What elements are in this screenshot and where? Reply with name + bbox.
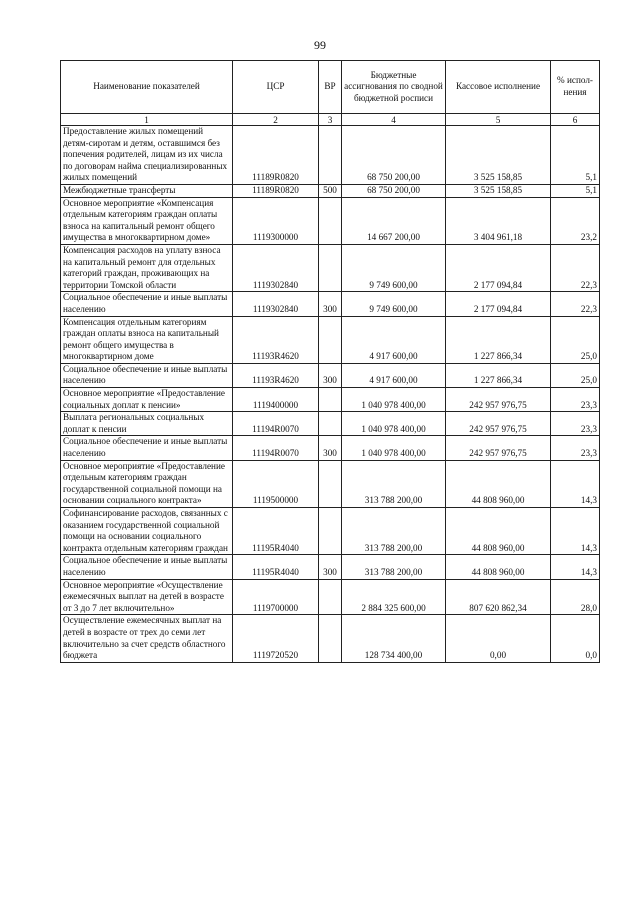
header-cash: Кассовое исполнение <box>446 61 551 114</box>
cell-pct: 5,1 <box>551 184 600 197</box>
cell-cash: 242 957 976,75 <box>446 412 551 436</box>
column-number: 3 <box>319 114 342 126</box>
header-vr: ВР <box>319 61 342 114</box>
table-row <box>61 388 600 412</box>
cell-cash: 2 177 094,84 <box>446 292 551 316</box>
table-row <box>61 197 600 244</box>
cell-pct: 14,3 <box>551 555 600 579</box>
table-row <box>61 184 600 197</box>
cell-cash: 3 525 158,85 <box>446 126 551 185</box>
cell-cash: 807 620 862,34 <box>446 579 551 615</box>
cell-cash: 242 957 976,75 <box>446 388 551 412</box>
cell-csr: 11189R0820 <box>233 184 319 197</box>
table-row <box>61 508 600 555</box>
cell-budget: 313 788 200,00 <box>342 508 446 555</box>
cell-budget: 9 749 600,00 <box>342 244 446 291</box>
cell-pct: 23,2 <box>551 197 600 244</box>
cell-csr: 11193R4620 <box>233 363 319 387</box>
cell-cash: 1 227 866,34 <box>446 316 551 363</box>
cell-budget: 14 667 200,00 <box>342 197 446 244</box>
cell-budget: 68 750 200,00 <box>342 126 446 185</box>
cell-name: Основное мероприятие «Предоставление социальных доплат к пенсии» <box>61 388 233 412</box>
column-number-row <box>61 114 600 126</box>
cell-csr: 1119700000 <box>233 579 319 615</box>
cell-name: Компенсация расходов на уплату взноса на капитальный ремонт для отдельных категорий граждан, проживающих на территории Томской области <box>61 244 233 291</box>
cell-cash: 44 808 960,00 <box>446 460 551 507</box>
cell-name: Основное мероприятие «Осуществление ежемесячных выплат на детей в возрасте от 3 до 7 лет включительно» <box>61 579 233 615</box>
cell-cash: 1 227 866,34 <box>446 363 551 387</box>
cell-csr: 11193R4620 <box>233 316 319 363</box>
budget-execution-table <box>60 60 600 663</box>
cell-budget: 313 788 200,00 <box>342 460 446 507</box>
cell-csr: 11194R0070 <box>233 436 319 460</box>
cell-name: Софинансирование расходов, связанных с оказанием государственной социальной помощи на основании социального контракта отдельным категориям граждан <box>61 508 233 555</box>
cell-csr: 1119720520 <box>233 615 319 662</box>
cell-pct: 5,1 <box>551 126 600 185</box>
cell-pct: 25,0 <box>551 363 600 387</box>
header-budget: Бюджетные ассигнования по сводной бюджетной росписи <box>342 61 446 114</box>
cell-budget: 128 734 400,00 <box>342 615 446 662</box>
table-row <box>61 436 600 460</box>
table-row <box>61 292 600 316</box>
column-number: 5 <box>446 114 551 126</box>
cell-csr: 1119500000 <box>233 460 319 507</box>
cell-csr: 1119400000 <box>233 388 319 412</box>
page-number: 99 <box>314 38 326 52</box>
cell-budget: 4 917 600,00 <box>342 363 446 387</box>
cell-name: Социальное обеспечение и иные выплаты населению <box>61 292 233 316</box>
cell-name: Компенсация отдельным категориям граждан оплаты взноса на капитальный ремонт общего имущества в многоквартирном доме <box>61 316 233 363</box>
cell-pct: 28,0 <box>551 579 600 615</box>
table-body <box>61 126 600 663</box>
table-row <box>61 579 600 615</box>
cell-vr <box>319 579 342 615</box>
cell-pct: 0,0 <box>551 615 600 662</box>
cell-pct: 25,0 <box>551 316 600 363</box>
cell-vr: 300 <box>319 436 342 460</box>
cell-csr: 11195R4040 <box>233 508 319 555</box>
table-row <box>61 412 600 436</box>
cell-csr: 1119302840 <box>233 292 319 316</box>
cell-vr <box>319 508 342 555</box>
cell-cash: 3 525 158,85 <box>446 184 551 197</box>
cell-name: Межбюджетные трансферты <box>61 184 233 197</box>
column-number: 1 <box>61 114 233 126</box>
cell-vr <box>319 316 342 363</box>
cell-pct: 14,3 <box>551 460 600 507</box>
cell-name: Социальное обеспечение и иные выплаты населению <box>61 436 233 460</box>
cell-name: Социальное обеспечение и иные выплаты населению <box>61 363 233 387</box>
cell-name: Предоставление жилых помещений детям-сиротам и детям, оставшимся без попечения родителей, лицам из их числа по договорам найма специализированных жилых помещений <box>61 126 233 185</box>
table-row <box>61 363 600 387</box>
cell-csr: 11189R0820 <box>233 126 319 185</box>
cell-pct: 23,3 <box>551 388 600 412</box>
column-number: 2 <box>233 114 319 126</box>
cell-budget: 1 040 978 400,00 <box>342 388 446 412</box>
cell-pct: 22,3 <box>551 292 600 316</box>
cell-name: Основное мероприятие «Компенсация отдельным категориям граждан оплаты взноса на капитальный ремонт общего имущества в многоквартирном доме» <box>61 197 233 244</box>
cell-vr <box>319 126 342 185</box>
table-row <box>61 460 600 507</box>
cell-budget: 9 749 600,00 <box>342 292 446 316</box>
cell-budget: 1 040 978 400,00 <box>342 436 446 460</box>
header-csr: ЦСР <box>233 61 319 114</box>
cell-vr: 500 <box>319 184 342 197</box>
cell-vr <box>319 388 342 412</box>
cell-vr <box>319 460 342 507</box>
cell-name: Осуществление ежемесячных выплат на детей в возрасте от трех до семи лет включительно за счет средств областного бюджета <box>61 615 233 662</box>
cell-pct: 23,3 <box>551 412 600 436</box>
table-row <box>61 244 600 291</box>
cell-budget: 1 040 978 400,00 <box>342 412 446 436</box>
cell-cash: 44 808 960,00 <box>446 508 551 555</box>
cell-vr: 300 <box>319 363 342 387</box>
cell-pct: 22,3 <box>551 244 600 291</box>
cell-vr <box>319 197 342 244</box>
cell-vr: 300 <box>319 292 342 316</box>
cell-csr: 11195R4040 <box>233 555 319 579</box>
cell-budget: 4 917 600,00 <box>342 316 446 363</box>
table-row <box>61 615 600 662</box>
cell-vr <box>319 412 342 436</box>
cell-pct: 23,3 <box>551 436 600 460</box>
cell-budget: 313 788 200,00 <box>342 555 446 579</box>
cell-budget: 68 750 200,00 <box>342 184 446 197</box>
cell-cash: 0,00 <box>446 615 551 662</box>
cell-name: Социальное обеспечение и иные выплаты населению <box>61 555 233 579</box>
cell-csr: 1119300000 <box>233 197 319 244</box>
cell-csr: 11194R0070 <box>233 412 319 436</box>
cell-name: Выплата региональных социальных доплат к пенсии <box>61 412 233 436</box>
cell-budget: 2 884 325 600,00 <box>342 579 446 615</box>
table-row <box>61 316 600 363</box>
header-name: Наименование показателей <box>61 61 233 114</box>
cell-name: Основное мероприятие «Предоставление отдельным категориям граждан государственной социальной помощи на основании социального контракта» <box>61 460 233 507</box>
cell-vr <box>319 615 342 662</box>
cell-csr: 1119302840 <box>233 244 319 291</box>
table-row <box>61 555 600 579</box>
header-pct: % испол-нения <box>551 61 600 114</box>
cell-vr <box>319 244 342 291</box>
column-number: 4 <box>342 114 446 126</box>
cell-vr: 300 <box>319 555 342 579</box>
cell-cash: 242 957 976,75 <box>446 436 551 460</box>
cell-cash: 44 808 960,00 <box>446 555 551 579</box>
table-header-row <box>61 61 600 114</box>
cell-cash: 3 404 961,18 <box>446 197 551 244</box>
table-row <box>61 126 600 185</box>
column-number: 6 <box>551 114 600 126</box>
cell-cash: 2 177 094,84 <box>446 244 551 291</box>
cell-pct: 14,3 <box>551 508 600 555</box>
